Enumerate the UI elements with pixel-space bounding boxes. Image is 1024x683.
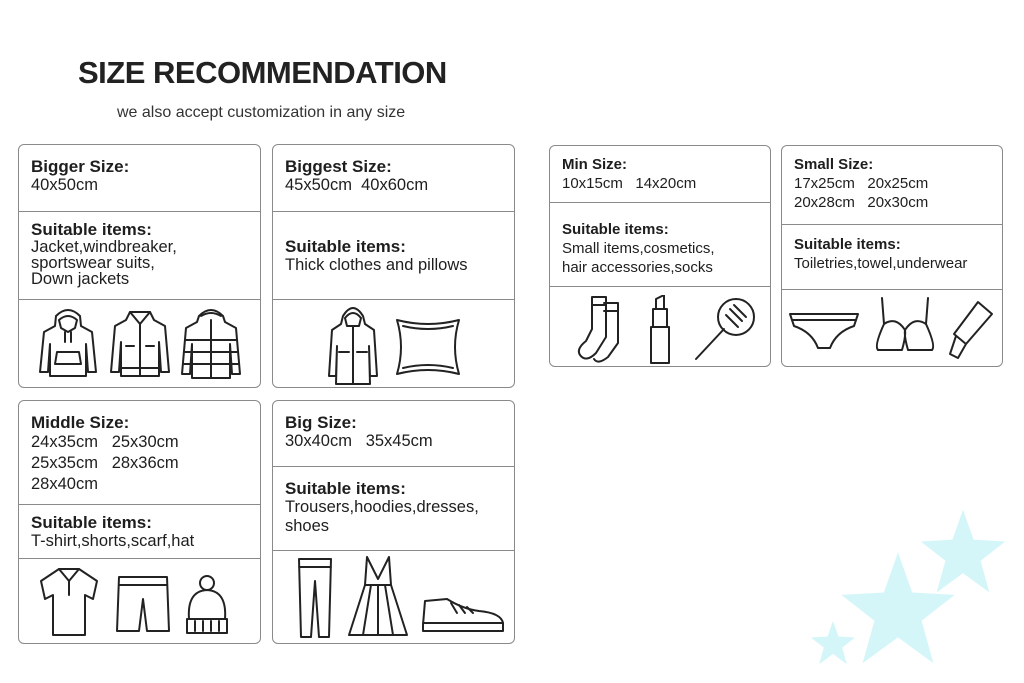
shorts-icon bbox=[115, 573, 171, 635]
size-values: 45x50cm 40x60cm bbox=[285, 176, 429, 194]
dress-icon bbox=[345, 555, 411, 639]
items-text: Thick clothes and pillows bbox=[285, 256, 468, 274]
items-label: Suitable items: bbox=[31, 220, 152, 239]
card-small-size bbox=[781, 145, 1003, 367]
socks-icon bbox=[574, 293, 630, 365]
briefs-icon bbox=[788, 310, 860, 354]
size-values: 24x35cm 25x30cm 25x35cm 28x36cm 28x40cm bbox=[31, 433, 179, 493]
star-shape bbox=[921, 510, 1005, 593]
items-text: Toiletries,towel,underwear bbox=[794, 255, 968, 272]
size-values: 17x25cm 20x25cm 20x28cm 20x30cm bbox=[794, 175, 929, 211]
jacket-icon bbox=[108, 306, 172, 380]
card-bigger-size bbox=[18, 144, 261, 388]
size-label: Small Size: bbox=[794, 156, 874, 173]
size-values: 40x50cm bbox=[31, 176, 98, 194]
sneaker-icon bbox=[419, 591, 505, 635]
size-label: Bigger Size: bbox=[31, 157, 130, 176]
items-label: Suitable items: bbox=[562, 221, 669, 238]
size-label: Big Size: bbox=[285, 413, 357, 432]
size-label: Biggest Size: bbox=[285, 157, 392, 176]
tube-icon bbox=[948, 300, 994, 360]
hairbrush-icon bbox=[692, 295, 758, 363]
bra-icon bbox=[870, 296, 940, 356]
items-text: Small items,cosmetics, hair accessories,socks bbox=[562, 240, 715, 276]
card-biggest-size bbox=[272, 144, 515, 388]
items-text: Jacket,windbreaker, sportswear suits, Down jackets bbox=[31, 238, 177, 288]
size-values: 30x40cm 35x45cm bbox=[285, 432, 433, 450]
items-label: Suitable items: bbox=[794, 236, 901, 253]
page-subtitle: we also accept customization in any size bbox=[117, 104, 406, 121]
page-title: SIZE RECOMMENDATION bbox=[78, 55, 447, 90]
star-decoration-top bbox=[918, 508, 1008, 596]
trousers-icon bbox=[295, 555, 335, 639]
pillow-icon bbox=[391, 314, 465, 380]
hoodie-icon bbox=[37, 306, 99, 380]
card-big-size bbox=[272, 400, 515, 644]
items-text: Trousers,hoodies,dresses, shoes bbox=[285, 498, 479, 535]
star-decoration-small bbox=[810, 620, 856, 666]
items-label: Suitable items: bbox=[285, 479, 406, 498]
items-label: Suitable items: bbox=[31, 513, 152, 532]
star-shape bbox=[811, 621, 855, 664]
size-label: Min Size: bbox=[562, 156, 628, 173]
items-text: T-shirt,shorts,scarf,hat bbox=[31, 532, 195, 550]
size-label: Middle Size: bbox=[31, 413, 130, 432]
card-min-size bbox=[549, 145, 771, 367]
items-label: Suitable items: bbox=[285, 237, 406, 256]
parka-icon bbox=[327, 302, 379, 388]
down-jacket-icon bbox=[179, 304, 243, 380]
lipstick-icon bbox=[648, 295, 672, 365]
card-middle-size bbox=[18, 400, 261, 644]
beanie-icon bbox=[183, 573, 231, 637]
size-values: 10x15cm 14x20cm bbox=[562, 175, 697, 192]
polo-shirt-icon bbox=[37, 565, 101, 637]
